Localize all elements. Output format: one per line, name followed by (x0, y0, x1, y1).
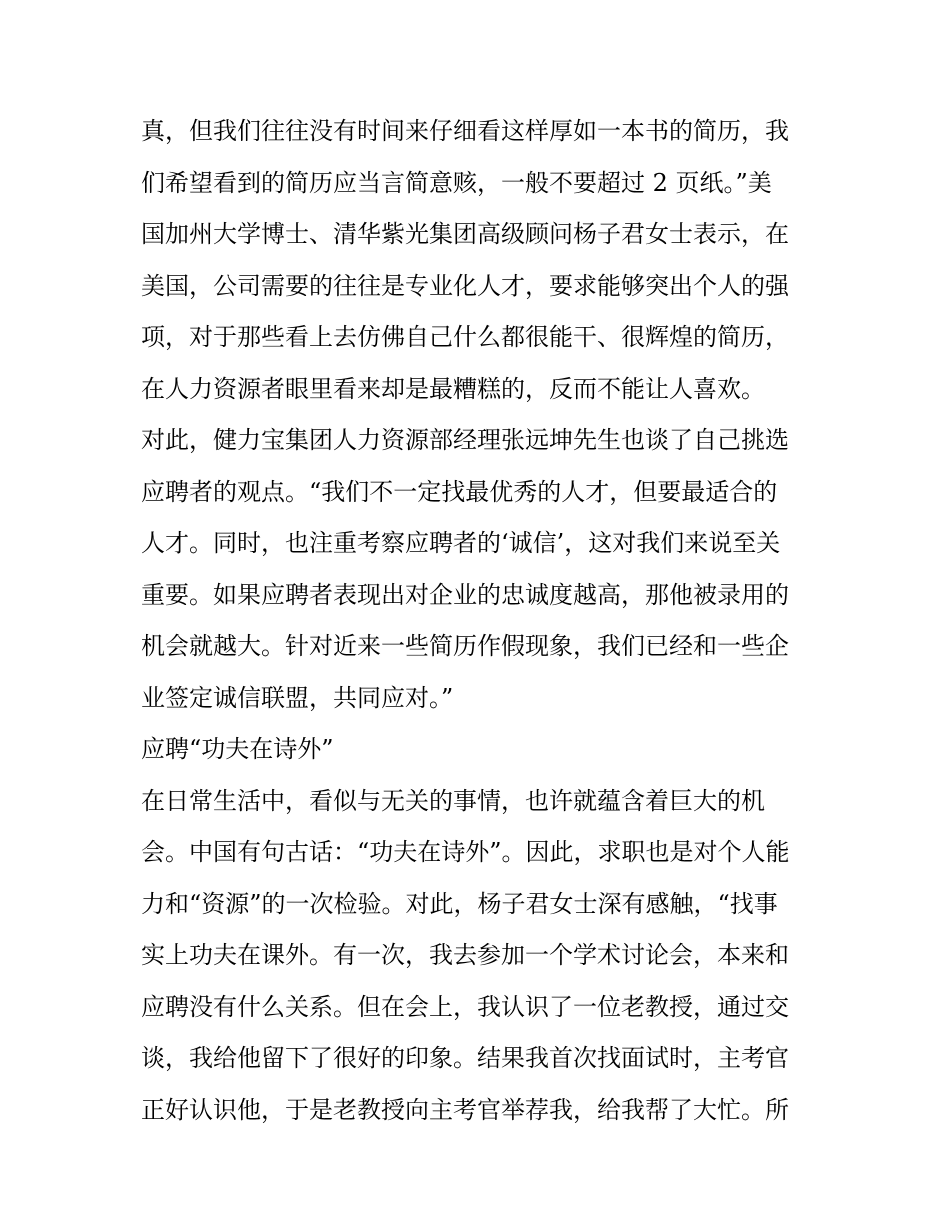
text-line: 美国，公司需要的往往是专业化人才，要求能够突出个人的强 (141, 271, 789, 300)
body-text (141, 106, 821, 1136)
text-line: 们希望看到的简历应当言简意赅，一般不要超过 2 页纸。”美 (141, 168, 772, 197)
text-line: 业签定诚信联盟，共同应对。” (141, 683, 454, 712)
text-line: 项，对于那些看上去仿佛自己什么都很能干、很辉煌的简历， (141, 323, 789, 351)
text-line: 人才。同时，也注重考察应聘者的‘诚信’，这对我们来说至关 (141, 529, 781, 557)
text-line: 对此，健力宝集团人力资源部经理张远坤先生也谈了自己挑选 (141, 426, 789, 454)
text-line: 实上功夫在课外。有一次，我去参加一个学术讨论会，本来和 (141, 941, 789, 969)
text-line: 谈，我给他留下了很好的印象。结果我首次找面试时，主考官 (141, 1044, 789, 1072)
text-line: 会。中国有句古话：“功夫在诗外”。因此，求职也是对个人能 (141, 838, 790, 866)
text-line: 应聘者的观点。“我们不一定找最优秀的人才，但要最适合的 (141, 477, 778, 506)
text-line: 国加州大学博士、清华紫光集团高级顾问杨子君女士表示，在 (141, 220, 789, 248)
text-line: 在人力资源者眼里看来却是最糟糕的，反而不能让人喜欢。 (141, 374, 765, 403)
text-line: 真，但我们往往没有时间来仔细看这样厚如一本书的简历，我 (141, 117, 789, 145)
text-line: 正好认识他，于是老教授向主考官举荐我，给我帮了大忙。所 (141, 1095, 789, 1124)
text-line: 在日常生活中，看似与无关的事情，也许就蕴含着巨大的机 (141, 786, 765, 815)
text-line: 机会就越大。针对近来一些简历作假现象，我们已经和一些企 (141, 632, 789, 660)
text-line: 应聘没有什么关系。但在会上，我认识了一位老教授，通过交 (141, 992, 789, 1021)
text-line: 力和“资源”的一次检验。对此，杨子君女士深有感触，“找事 (141, 889, 778, 918)
text-line: 重要。如果应聘者表现出对企业的忠诚度越高，那他被录用的 (141, 580, 789, 609)
section-heading: 应聘“功夫在诗外” (141, 735, 334, 763)
